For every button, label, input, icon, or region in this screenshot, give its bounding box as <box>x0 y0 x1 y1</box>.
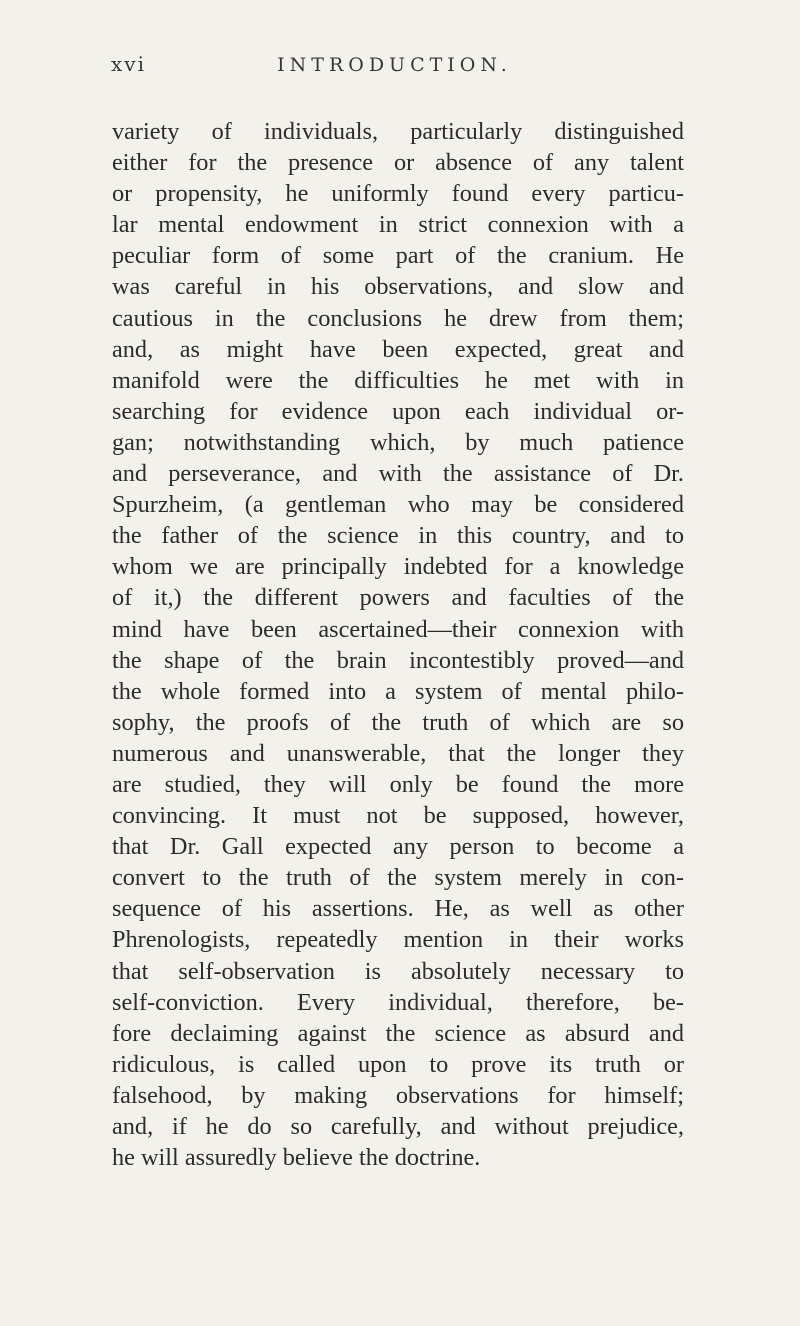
text-line: Spurzheim, (a gentleman who may be considered <box>112 491 684 519</box>
running-head <box>111 54 679 88</box>
chapter-title: INTRODUCTION. <box>277 54 512 76</box>
text-line: variety of individuals, particularly distinguished <box>112 118 684 145</box>
text-line: the father of the science in this country, and to <box>112 522 684 550</box>
text-line: mind have been ascertained—their connexion with <box>112 615 684 643</box>
text-line: self-conviction. Every individual, therefore, be- <box>112 988 684 1016</box>
text-line: the shape of the brain incontestibly proved—and <box>112 646 684 674</box>
page-number: xvi <box>111 52 146 76</box>
text-line: of it,) the different powers and faculties of the <box>112 584 684 612</box>
text-line: sophy, the proofs of the truth of which are so <box>112 708 684 736</box>
text-line: convincing. It must not be supposed, however, <box>112 802 684 830</box>
text-line: that Dr. Gall expected any person to become a <box>112 833 684 861</box>
text-line: numerous and unanswerable, that the longer they <box>112 739 684 767</box>
text-line: was careful in his observations, and slow and <box>112 273 684 301</box>
text-line: whom we are principally indebted for a knowledge <box>112 553 684 581</box>
text-line: and perseverance, and with the assistance of Dr. <box>112 460 684 488</box>
body-paragraph <box>112 116 684 1173</box>
text-line: he will assuredly believe the doctrine. <box>112 1144 481 1172</box>
text-line: and, as might have been expected, great and <box>112 335 684 363</box>
text-line: are studied, they will only be found the more <box>112 770 684 798</box>
text-line: convert to the truth of the system merely in con- <box>112 864 684 892</box>
text-line: sequence of his assertions. He, as well as other <box>112 895 684 923</box>
text-line: peculiar form of some part of the cranium. He <box>112 242 684 270</box>
text-line: Phrenologists, repeatedly mention in their works <box>112 926 684 954</box>
text-line: cautious in the conclusions he drew from them; <box>112 304 684 332</box>
text-line: that self-observation is absolutely necessary to <box>112 957 684 985</box>
text-line: gan; notwithstanding which, by much patience <box>112 428 684 456</box>
text-line: searching for evidence upon each individual or- <box>112 397 684 425</box>
text-line: fore declaiming against the science as absurd and <box>112 1019 684 1047</box>
text-line: falsehood, by making observations for himself; <box>112 1081 684 1109</box>
text-line: ridiculous, is called upon to prove its truth or <box>112 1050 684 1078</box>
text-line: or propensity, he uniformly found every particu- <box>112 180 684 208</box>
text-line: either for the presence or absence of any talent <box>112 149 684 177</box>
text-line: lar mental endowment in strict connexion with a <box>112 211 684 239</box>
text-line: manifold were the difficulties he met with in <box>112 366 684 394</box>
text-line: the whole formed into a system of mental philo- <box>112 677 684 705</box>
text-line: and, if he do so carefully, and without prejudice, <box>112 1113 684 1140</box>
